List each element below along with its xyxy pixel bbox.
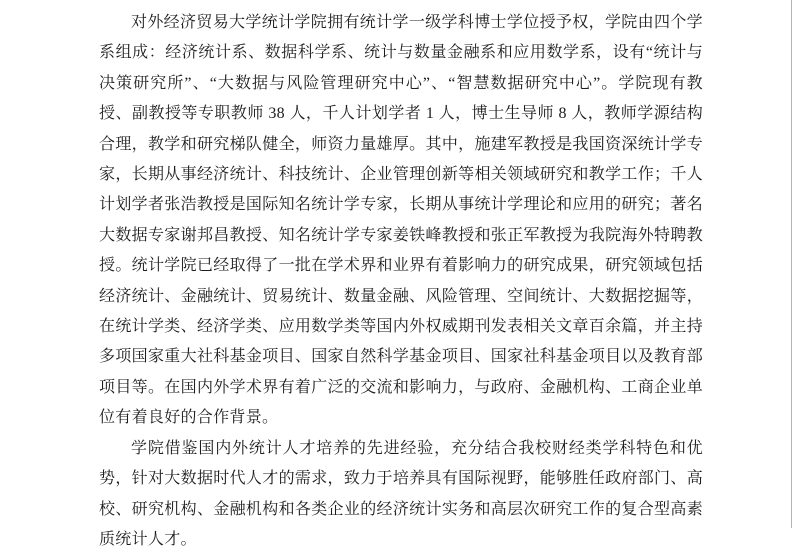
paragraph-college-overview: 对外经济贸易大学统计学院拥有统计学一级学科博士学位授予权，学院由四个学系组成：经济统计系、数据科学系、统计与数量金融系和应用数学系，设有“统计与决策研究所”、“大数据与风险管理研究中心”、“智慧数据研究中心”。学院现有教授、副教授等专职教师 38 人，千人计划学者 1 人，博士生导师 8 人，教师学源结构合理，教学和研究梯队健全，师资力量雄厚。其中，施建军教授是我国资深统计学专家，长期从事经济统计、科技统计、企业管理创新等相关领域研究和教学工作；千人计划学者张浩教授是国际知名统计学专家，长期从事统计学理论和应用的研究；著名大数据专家谢邦昌教授、知名统计学专家姜铁峰教授和张正军教授为我院海外特聘教授。统计学院已经取得了一批在学术界和业界有着影响力的研究成果，研究领域包括经济统计、金融统计、贸易统计、数量金融、风险管理、空间统计、大数据挖掘等，在统计学类、经济学类、应用数学类等国内外权威期刊发表相关文章百余篇，并主持多项国家重大社科基金项目、国家自然科学基金项目、国家社科基金项目以及教育部项目等。在国内外学术界有着广泛的交流和影响力，与政府、金融机构、工商企业单位有着良好的合作背景。 [99, 14, 703, 427]
paragraph-training-goal: 学院借鉴国内外统计人才培养的先进经验，充分结合我校财经类学科特色和优势，针对大数据时代人才的需求，致力于培养具有国际视野，能够胜任政府部门、高校、研究机构、金融机构和各类企业的经济统计实务和高层次研究工作的复合型高素质统计人才。 [99, 439, 703, 548]
document-page [99, 8, 703, 555]
page-right-edge-divider [791, 0, 792, 528]
